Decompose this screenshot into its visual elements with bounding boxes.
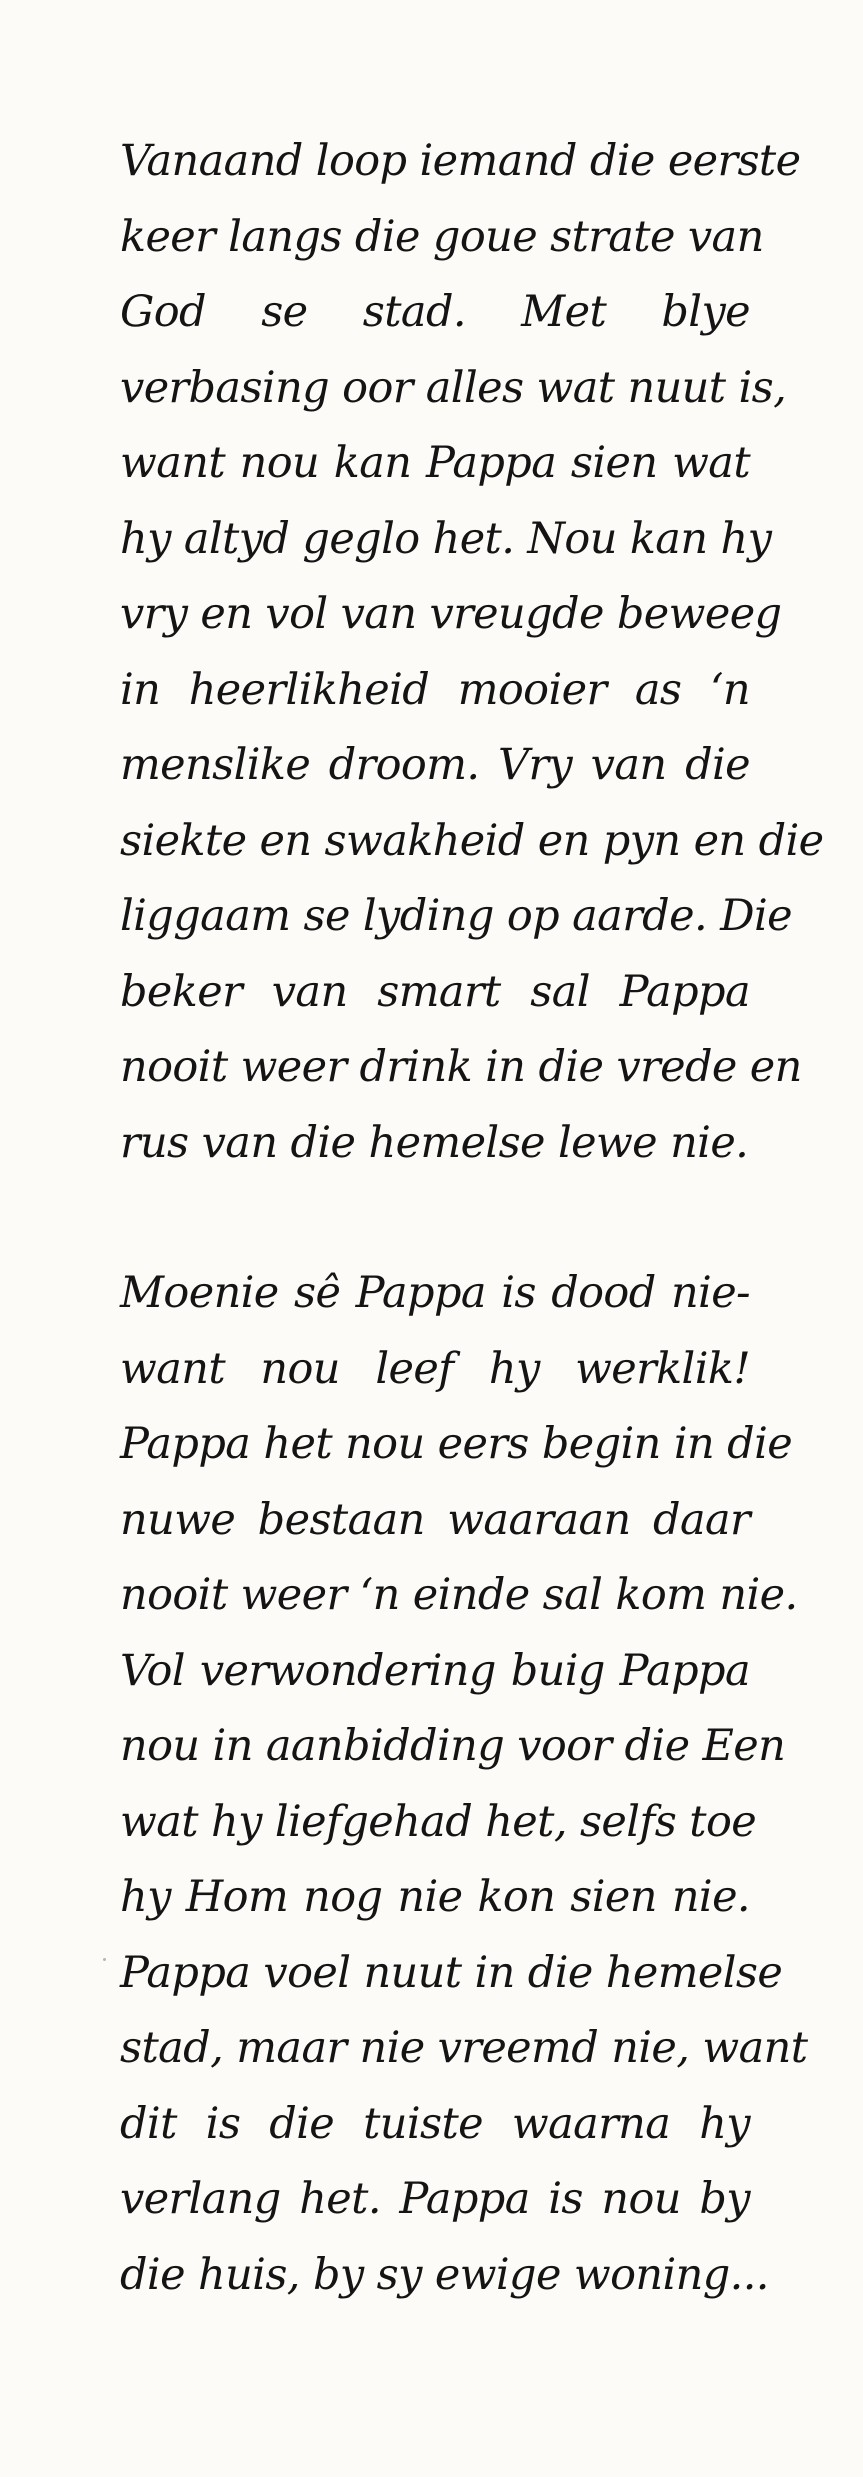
text-line: verlang het. Pappa is nou by (120, 2174, 750, 2224)
text-line: Pappa het nou eers begin in die (120, 1419, 793, 1469)
text-line: keer langs die goue strate van (120, 211, 764, 262)
text-line: liggaam se lyding op aarde. Die (120, 891, 792, 941)
text-line: beker van smart sal Pappa (120, 966, 750, 1017)
text-line: Vanaand loop iemand die eerste (120, 136, 801, 186)
text-line: in heerlikheid mooier as ‘n (120, 664, 750, 715)
text-line: nou in aanbidding voor die Een (120, 1721, 786, 1771)
text-line: siekte en swakheid en pyn en die (120, 815, 824, 866)
text-line: rus van die hemelse lewe nie. (120, 1117, 749, 1168)
stanza-1 (120, 124, 824, 1181)
text-line: vry en vol van vreugde beweeg (120, 589, 782, 639)
stanza-2 (120, 1256, 808, 2313)
text-line: want nou kan Pappa sien wat (120, 438, 750, 488)
text-line: die huis, by sy ewige woning... (120, 2249, 769, 2300)
text-line: want nou leef hy werklik! (120, 1343, 750, 1394)
text-line: nuwe bestaan waaraan daar (120, 1494, 750, 1545)
text-line: menslike droom. Vry van die (120, 740, 750, 790)
paper-speck (103, 1958, 106, 1961)
text-line: verbasing oor alles wat nuut is, (120, 362, 787, 413)
text-line: God se stad. Met blye (120, 287, 750, 337)
text-line: Moenie sê Pappa is dood nie- (120, 1268, 750, 1318)
text-line: nooit weer drink in die vrede en (120, 1042, 802, 1092)
text-line: stad, maar nie vreemd nie, want (120, 2023, 808, 2073)
text-line: hy Hom nog nie kon sien nie. (120, 1872, 750, 1922)
text-line: Pappa voel nuut in die hemelse (120, 1947, 783, 1998)
text-line: hy altyd geglo het. Nou kan hy (120, 513, 772, 564)
text-line: nooit weer ‘n einde sal kom nie. (120, 1570, 798, 1620)
text-line: wat hy liefgehad het, selfs toe (120, 1796, 757, 1847)
text-line: dit is die tuiste waarna hy (120, 2098, 750, 2149)
text-line: Vol verwondering buig Pappa (120, 1645, 750, 1696)
